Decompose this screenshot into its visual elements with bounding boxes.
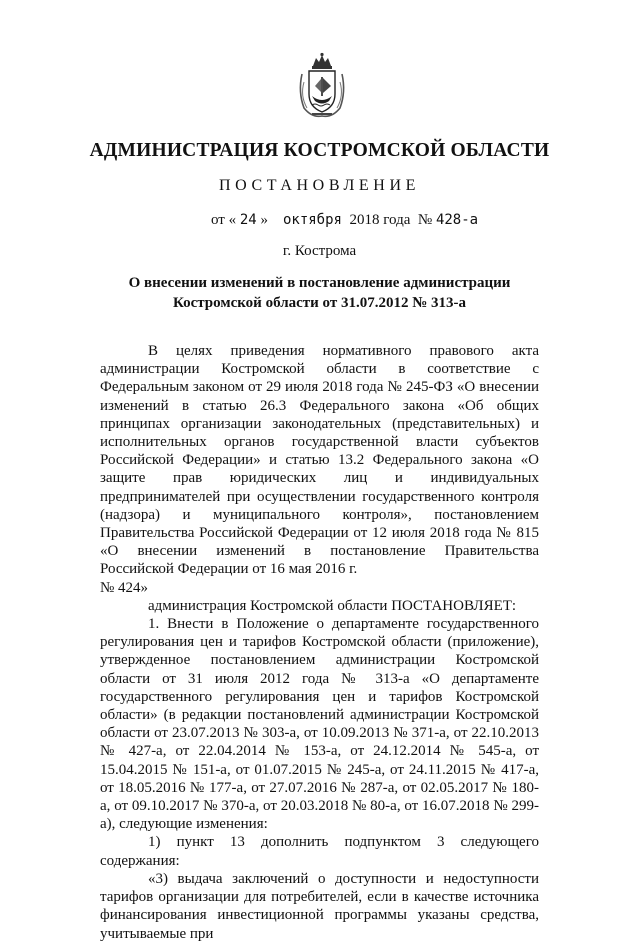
- subitem-1-paragraph: 1) пункт 13 дополнить подпунктом 3 следующего содержания:: [100, 834, 539, 869]
- item-1-paragraph: 1. Внести в Положение о департаменте государственного регулирования цен и тарифов Костромской области (приложение), утвержденное постановлением администрации Костромской области от 31 июля 2012 года № 313-а «О департаменте государственного регулирования цен и тарифов Костромской области» (в редакции постановлений администрации Костромской области от 23.07.2013 № 303-а, от 10.09.2013 № 371-а, от 22.10.2013 № 427-а, от 22.04.2014 № 153-а, от 24.12.2014 № 545-а, от 15.04.2015 № 151-а, от 01.07.2015 № 245-а, от 24.11.2015 № 417-а, от 18.05.2016 № 177-а, от 27.07.2016 № 287-а, от 02.05.2017 № 180-а, от 09.10.2017 № 370-а, от 20.03.2018 № 80-а, от 16.07.2018 № 299-а), следующие изменения:: [100, 616, 539, 833]
- date-day: 24: [239, 212, 257, 228]
- document-date-line: [211, 212, 478, 229]
- document-city: г. Кострома: [282, 243, 357, 259]
- date-mid: »: [260, 212, 268, 228]
- organization-title: АДМИНИСТРАЦИЯ КОСТРОМСКОЙ ОБЛАСТИ: [89, 140, 550, 161]
- document-type-title: ПОСТАНОВЛЕНИЕ: [219, 177, 420, 194]
- resolves-paragraph: администрация Костромской области ПОСТАНОВЛЯЕТ:: [148, 597, 517, 614]
- date-prefix: от «: [211, 212, 237, 228]
- preamble-paragraph: В целях приведения нормативного правового акта администрации Костромской области в соответствие с Федеральным законом от 29 июля 2018 года № 245-ФЗ «О внесении изменений в статью 26.3 Федерального закона «Об общих принципах организации законодательных (представительных) и исполнительных органов государственной власти субъектов Российской Федерации» и статью 13.2 Федерального закона «О защите прав юридических лиц и индивидуальных предпринимателей при осуществлении государственного контроля (надзора) и муниципального контроля», постановлением Правительства Российской Федерации от 12 июля 2018 года № 815 «О внесении изменений в постановление Правительства Российской Федерации от 16 мая 2016 г. № 424»: [100, 343, 539, 596]
- document-subject: О внесении изменений в постановление администрации Костромской области от 31.07.2012 № 313-а: [128, 275, 511, 311]
- document-number: 428-а: [435, 212, 479, 228]
- coat-of-arms-emblem: [296, 52, 348, 120]
- quote-paragraph: «3) выдача заключений о доступности и недоступности тарифов организации для потребителей, если в качестве источника финансирования инвестиционной программы указаны средства, учитываемые при: [100, 870, 539, 942]
- document-body: [100, 342, 539, 943]
- date-month: октября: [282, 212, 342, 228]
- date-year: 2018 года №: [349, 212, 433, 228]
